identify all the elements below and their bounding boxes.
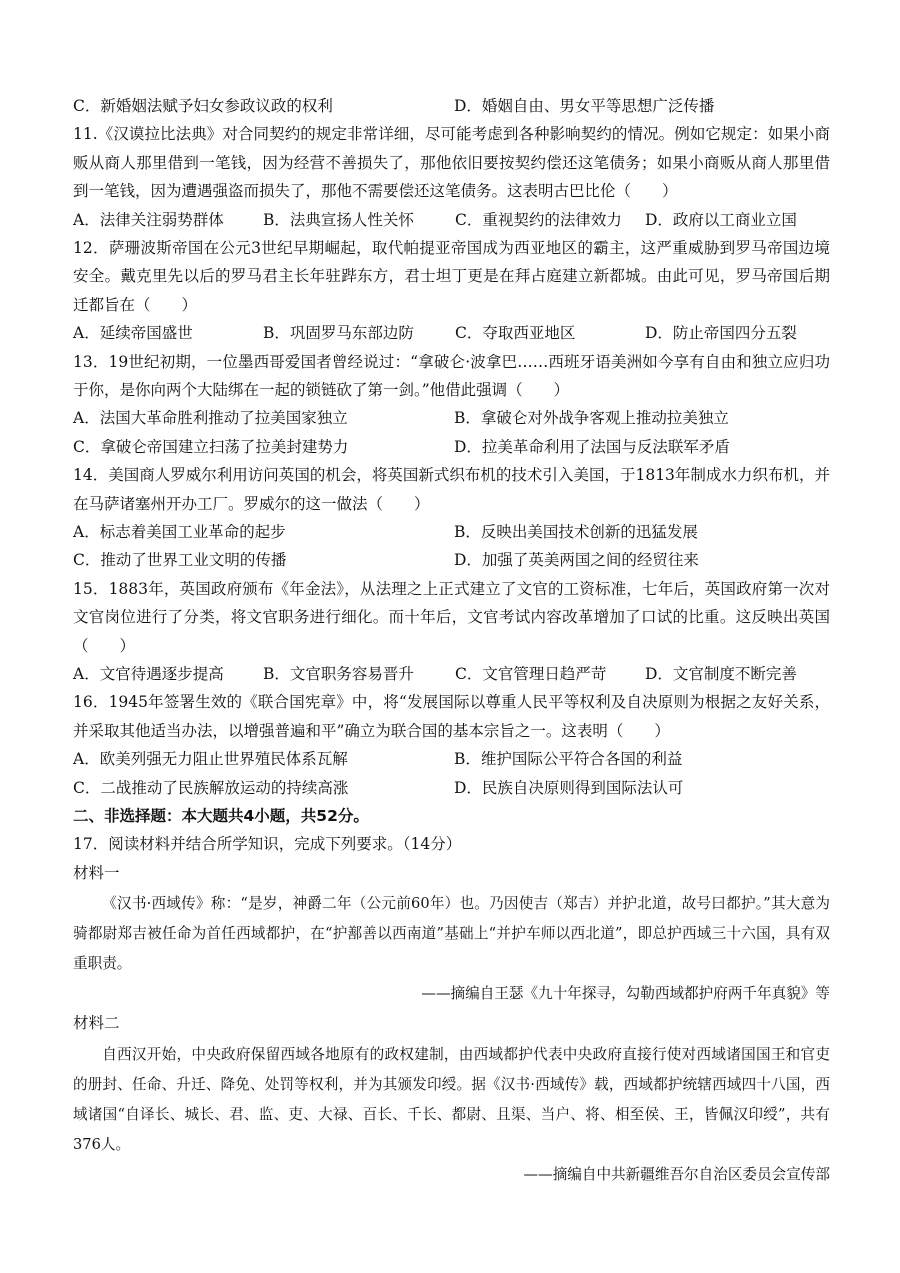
option-b: B．法典宣扬人性关怀	[263, 210, 414, 229]
option-a: A．法律关注弱势群体	[73, 210, 224, 229]
question-14-stem: 14．美国商人罗威尔利用访问英国的机会，将英国新式织布机的技术引入美国，于1813年制成水力织布机，并在马萨诸塞州开办工厂。罗威尔的这一做法（ ）	[73, 466, 830, 513]
option-b: B．文官职务容易晋升	[263, 665, 414, 684]
material-2-label: 材料二	[73, 1014, 120, 1033]
question-14-options-ab	[73, 518, 830, 546]
question-15-options	[73, 660, 830, 688]
option-d: D．文官制度不断完善	[645, 665, 797, 684]
option-b: B．拿破仑对外战争客观上推动拉美独立	[454, 409, 729, 428]
question-16-options-cd	[73, 774, 830, 802]
option-b: B．维护国际公平符合各国的利益	[454, 750, 683, 769]
option-c: C．夺取西亚地区	[455, 324, 576, 343]
question-11-options	[73, 206, 830, 234]
option-d: D．防止帝国四分五裂	[645, 324, 797, 343]
question-16-options-ab	[73, 745, 830, 773]
question-10-options-cd	[73, 92, 830, 120]
question-12-options	[73, 319, 830, 347]
option-a: A．文官待遇逐步提高	[73, 665, 224, 684]
option-c: C．拿破仑帝国建立扫荡了拉美封建势力	[73, 437, 349, 456]
option-c: C．文官管理日趋严苛	[455, 665, 607, 684]
option-a: A．欧美列强无力阻止世界殖民体系瓦解	[73, 750, 348, 769]
option-d: D．加强了英美两国之间的经贸往来	[454, 551, 699, 570]
option-d: D．拉美革命利用了法国与反法联军矛盾	[454, 437, 730, 456]
option-c: C．新婚姻法赋予妇女参政议政的权利	[73, 97, 333, 115]
question-14-options-cd	[73, 546, 830, 574]
material-1-source: ——摘编自王瑟《九十年探寻，勾勒西域都护府两千年真貌》等	[421, 985, 830, 1003]
question-11-stem: 11.《汉谟拉比法典》对合同契约的规定非常详细，尽可能考虑到各种影响契约的情况。例如它规定：如果小商贩从商人那里借到一笔钱，因为经营不善损失了，那他依旧要按契约偿还这笔债务；如果小商贩从商人那里借到一笔钱，因为遭遇强盗而损失了，那他不需要偿还这笔债务。这表明古巴比伦（ ）	[73, 125, 830, 201]
option-c: C．重视契约的法律效力	[455, 210, 622, 229]
option-c: C．二战推动了民族解放运动的持续高涨	[73, 778, 349, 797]
option-a: A．法国大革命胜利推动了拉美国家独立	[73, 409, 348, 428]
material-2-text: 自西汉开始，中央政府保留西域各地原有的政权建制，由西域都护代表中央政府直接行使对西域诸国国王和官吏的册封、任命、升迁、降免、处罚等权利，并为其颁发印绶。据《汉书·西域传》载，西域都护统辖西域四十八国，西域诸国“自译长、城长、君、监、吏、大禄、百长、千长、都尉、且渠、当户、将、相至侯、王，皆佩汉印绶”，共有376人。	[73, 1045, 830, 1153]
option-d: D．婚姻自由、男女平等思想广泛传播	[454, 97, 715, 115]
section-2-title: 二、非选择题：本大题共4小题，共52分。	[73, 807, 369, 825]
option-c: C．推动了世界工业文明的传播	[73, 551, 287, 570]
question-12-stem: 12．萨珊波斯帝国在公元3世纪早期崛起，取代帕提亚帝国成为西亚地区的霸主，这严重威胁到罗马帝国边境安全。戴克里先以后的罗马君主长年驻跸东方，君士坦丁更是在拜占庭建立新都城。由此可见，罗马帝国后期迁都旨在（ ）	[73, 239, 830, 314]
option-b: B．巩固罗马东部边防	[263, 324, 414, 343]
option-d: D．民族自决原则得到国际法认可	[454, 778, 684, 797]
material-1-text: 《汉书·西域传》称：“是岁，神爵二年（公元前60年）也。乃因使吉（郑吉）并护北道，故号曰都护。”其大意为骑都尉郑吉被任命为首任西域都护，在“护鄯善以西南道”基础上“并护车师以西北道”，即总护西域三十六国，具有双重职责。	[73, 895, 830, 973]
material-2-source: ——摘编自中共新疆维吾尔自治区委员会宣传部	[523, 1165, 830, 1183]
option-a: A．标志着美国工业革命的起步	[73, 523, 286, 542]
question-16-stem: 16．1945年签署生效的《联合国宪章》中，将“发展国际以尊重人民平等权利及自决原则为根据之友好关系，并采取其他适当办法，以增强普遍和平”确立为联合国的基本宗旨之一。这表明（ ）	[73, 693, 830, 740]
option-a: A．延续帝国盛世	[73, 324, 193, 343]
question-13-options-cd	[73, 433, 830, 461]
question-17-stem: 17．阅读材料并结合所学知识，完成下列要求。（14分）	[73, 835, 462, 854]
question-15-stem: 15．1883年，英国政府颁布《年金法》，从法理之上正式建立了文官的工资标准，七年后，英国政府第一次对文官岗位进行了分类，将文官职务进行细化。而十年后，文官考试内容改革增加了口试的比重。这反映出英国（ ）	[73, 579, 830, 655]
question-13-options-ab	[73, 404, 830, 432]
option-d: D．政府以工商业立国	[645, 210, 797, 229]
option-b: B．反映出美国技术创新的迅猛发展	[454, 523, 698, 542]
material-1-label: 材料一	[73, 863, 120, 882]
question-13-stem: 13．19世纪初期，一位墨西哥爱国者曾经说过：“拿破仑·波拿巴……西班牙语美洲如今享有自由和独立应归功于你，是你向两个大陆绑在一起的锁链砍了第一剑。”他借此强调（ ）	[73, 352, 830, 400]
